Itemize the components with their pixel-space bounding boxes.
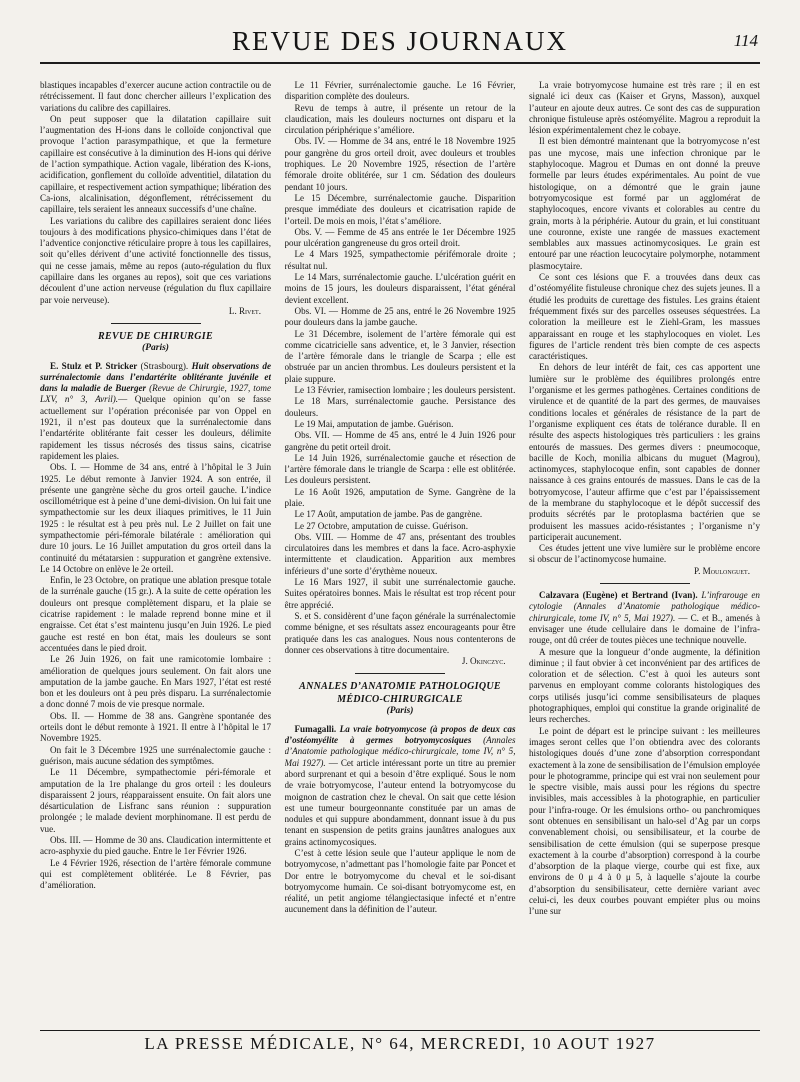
section-city: (Paris) xyxy=(386,706,414,717)
section-title: ANNALES D’ANATOMIE PATHOLOGIQUE MÉDICO-CHIRURGICALE xyxy=(299,681,501,706)
divider xyxy=(600,583,690,584)
paragraph: Le 16 Mars 1927, il subit une surrénalectomie gauche. Suites opératoires bonnes. Mais le résultat est trop récent pour être apprécié. xyxy=(284,577,516,610)
paragraph: Le 17 Août, amputation de jambe. Pas de gangrène. xyxy=(294,509,483,520)
section-city: (Paris) xyxy=(142,343,169,354)
article-place: (Strasbourg). xyxy=(137,360,192,371)
paragraph: S. et S. considèrent d’une façon générale la surrénalectomie comme bénigne, et ses résultats assez encourageants pour être pratiquée dans les cas analogues. Nous nous contenterons de donner ces observations à titre documentaire. xyxy=(284,610,516,655)
article-reference: (Annales d’Anatomie pathologique médico-chirurgicale, tome IV, n° 5, Mai 1927). xyxy=(529,601,760,623)
paragraph: Obs. VII. — Homme de 45 ans, entré le 4 Juin 1926 pour gangrène du petit orteil droit. xyxy=(284,430,516,452)
paragraph: La vraie botryomycose humaine est très rare ; il en est signalé ici deux cas (Kaiser et Gryns, Masson), auxquel l’auteur en ajoute deux autres. Ce sont des cas de suppuration chronique fistuleuse après ostéomyélite. Magrou a reproduit la lésion expérimentalement chez le cobaye. xyxy=(529,80,760,136)
paragraph: Le 16 Août 1926, amputation de Syme. Gangrène de la plaie. xyxy=(284,486,516,508)
page-number: 114 xyxy=(733,31,758,50)
paragraph: Obs. I. — Homme de 34 ans, entré à l’hôpital le 3 Juin 1925. Le début remonte à Janvier 1924. A son entrée, il présente une gangrène sèche du gros orteil gauche. L’indice oscillométrique est à peine d’une demi-division. On lui fait une sympathectomie sur les deux iliaques primitives, le 11 Juin 1925 : le résultat est à peu près nul. Le 2 Juillet on fait une sympathectomie péri-fémorale bilatérale : amélioration qui dure 10 jours. Le 16 Juillet amputation du gros orteil dans la continuité du métatarsien : suppuration et gangrène extensive. Le 14 Octobre on enlève le 2e orteil. xyxy=(40,462,271,574)
paragraph: Le 13 Février, ramisection lombaire ; les douleurs persistent. xyxy=(294,385,516,396)
article-authors: Fumagalli. xyxy=(294,723,337,734)
paragraph: Le 4 Février 1926, résection de l’artère fémorale commune qui est complètement oblitérée. Le 8 Février, pas d’amélioration. xyxy=(40,857,271,891)
paragraph: Obs. VI. — Homme de 25 ans, entré le 26 Novembre 1925 pour douleurs dans la jambe gauche. xyxy=(284,305,516,328)
paragraph: Le 11 Février, surrénalectomie gauche. Le 16 Février, disparition complète des douleurs. xyxy=(284,80,516,102)
article-reference: (Annales d’Anatomie pathologique médico-chirurgicale, tome IV, n° 5, Mai 1927). xyxy=(284,735,516,768)
paragraph: Le 4 Mars 1925, sympathectomie périfémorale droite ; résultat nul. xyxy=(284,249,516,271)
article-authors: E. Stulz et P. Stricker xyxy=(50,360,138,371)
paragraph: Le point de départ est le principe suivant : les meilleures images seront celles que l’on obtiendra avec des colorants histologiques doués d’une zone d’absorption correspondant exactement à la zone de sensibilisation de l’émulsion employée pour le photogramme, principe qui est vrai non seulement pour le spectre visible, mais aussi pour les régions du spectre invisibles, mais accessibles à la photographie, en particulier pour l’infra-rouge. Or les émulsions ortho- ou panchromiques sont obtenues en sensibilisant un halo-sel d’Ag par un corps convenablement choisi, ou sensibilisateur, et la courbe de sensibilisation de cette émulsion (qui se superpose presque exactement à la courbe d’absorption) correspond à la courbe d’absorption de la plaque vierge, courbe qui est fixe, aux environs de 0 μ 4 à 0 μ 5, à laquelle s’ajoute la courbe d’absorption du sensibilisateur, cette dernière variant avec celui-ci, les deux courbes pouvant empiéter plus ou moins l’une sur xyxy=(529,725,760,917)
paragraph: blastiques incapables d’exercer aucune action contractile ou de rétrécissement. Il faut donc chercher ailleurs l’explication des variations du calibre des capillaires. xyxy=(40,80,271,113)
column-3 xyxy=(529,80,760,1015)
footer-text: LA PRESSE MÉDICALE, N° 64, MERCREDI, 10 AOUT 1927 xyxy=(144,1034,656,1053)
paragraph: Le 11 Décembre, sympathectomie péri-fémorale et amputation de la 1re phalange du gros orteil : les douleurs disparaissent 2 jours, réapparaissent ensuite. On fait alors une désarticulation de Lisfranc sans réunion : suppuration prolongée ; le malade devient morphinomane. Il est perdu de vue. xyxy=(40,767,271,834)
article-title: Huit observations de surrénalectomie dans l’endartérite oblitérante juvénile et dans la maladie de Buerger xyxy=(40,360,271,394)
paragraph: Les variations du calibre des capillaires seraient donc liées toujours à des modifications physico-chimiques dans l’état de l’adventice conjonctive réticulaire propre à tous les capillaires, soit qu’elles dérivent d’une activité fonctionnelle des tissus, qui ne cesse jamais, même au repos (auto-régulation du flux capillaire dans les organes au repos), soit que ces variations découlent d’une action nerveuse (régulation du flux capillaire par voie nerveuse). xyxy=(40,215,271,305)
paragraph: Le 26 Juin 1926, on fait une ramicotomie lombaire : amélioration de quelques jours seulement. On fait alors une amputation de la jambe gauche. En Mars 1927, l’état est resté bon et les douleurs ont à peu près disparu. La surrénalectomie a donc donné 7 mois de vie presque normale. xyxy=(40,654,271,710)
paragraph: On fait le 3 Décembre 1925 une surrénalectomie gauche : guérison, mais aucune sédation des symptômes. xyxy=(40,744,271,766)
column-2 xyxy=(285,80,516,1015)
paragraph: Enfin, le 23 Octobre, on pratique une ablation presque totale de la surrénale gauche (15 gr.). A la suite de cette opération les douleurs ont presque complètement disparu, et la plaie se cicatrise rapidement : le malade reprend bonne mine et il engraisse. Cet état s’est maintenu jusqu’en Juin 1926. Le pied gauche est resté en bon état, mais les douleurs se sont accentuées dans le pied droit. xyxy=(40,575,271,653)
paragraph: Revu de temps à autre, il présente un retour de la claudication, mais les douleurs nocturnes ont disparu et la circulation périphérique s’améliore. xyxy=(284,102,516,136)
paragraph: — Quelque opinion qu’on se fasse actuellement sur l’opération préconisée par von Oppel en 1921, il n’est pas douteux que la surrénalectomie dans l’endartérite oblitérante fait cesser les douleurs, délimite rapidement les tissus nécrosés des tissus sains, cicatrise rapidement les plaies. xyxy=(40,394,271,461)
article-title: L’infrarouge en cytologie xyxy=(529,590,760,612)
paragraph: Ce sont ces lésions que F. a trouvées dans deux cas d’ostéomyélite fistuleuse chronique chez des sujets jeunes. Il a étudié les produits de curettage des fistules. Les grains étaient fréquemment fixés sur des parcelles osseuses séquestrées. La coloration la meilleure est le Ziehl-Gram, les massues apparaissant en rouge et les staphylocoques en violet. Les figures de l’article rendent très bien compte de ces aspects caractéristiques. xyxy=(529,272,760,362)
paragraph: A mesure que la longueur d’onde augmente, la définition diminue ; il faut obvier à cet inconvénient par des artifices de coloration et de sélection. C’est à quoi les auteurs sont parvenus en employant comme colorants histologiques des corps utilisés jusqu’ici comme sensibilisateurs de plaques photographiques, emploi qui constitue la grande originalité de leurs recherches. xyxy=(529,646,760,725)
article-heading xyxy=(529,590,760,646)
paragraph: Le 14 Mars, surrénalectomie gauche. L’ulcération guérit en moins de 15 jours, les douleurs disparaissent, l’état général devient excellent. xyxy=(284,272,516,305)
column-1 xyxy=(40,80,271,1015)
article-heading xyxy=(40,361,271,463)
divider xyxy=(355,673,445,674)
paragraph: Obs. IV. — Homme de 34 ans, entré le 18 Novembre 1925 pour gangrène du gros orteil droit, avec douleurs et troubles trophiques. Le 20 Novembre 1925, résection de l’artère fémorale droite oblitérée, sur 1 cm. Sédation des douleurs pendant 10 jours. xyxy=(284,136,516,192)
paragraph: Le 31 Décembre, isolement de l’artère fémorale qui est comme cicatricielle sans adventice, et, le 3 Janvier, résection de l’artère fémorale dans le triangle de Scarpa ; elle est obstruée par un ancien thrombus. Les douleurs persistent et la plaie suppure. xyxy=(284,328,516,384)
paragraph: Obs. V. — Femme de 45 ans entrée le 1er Décembre 1925 pour ulcération gangreneuse du gros orteil droit. xyxy=(284,226,516,249)
paragraph: Le 18 Mars, surrénalectomie gauche. Persistance des douleurs. xyxy=(284,396,516,418)
article-columns xyxy=(40,80,760,1015)
paragraph: Le 19 Mai, amputation de jambe. Guérison. xyxy=(294,418,454,429)
paragraph: Il est bien démontré maintenant que la botryomycose n’est pas une mycose, mais une infection chronique par le staphylocoque. Magrou et Dumas en ont donné la preuve formelle par leurs études expérimentales. Au point de vue histologique, on a démontré que le grain jaune botryomycosique est formé par un agglomérat de staphylocoques, encore vivants et colorables au centre du grain, morts à la périphérie. Autour du grain, et lui constituant une couronne, existe une rangée de massues exactement semblables aux massues actinomycosiques. Le grain est entouré par une réaction leucocytaire polymorphe, notamment plasmocytaire. xyxy=(529,136,760,271)
journal-title: REVUE DES JOURNAUX xyxy=(231,26,568,56)
paragraph: Le 27 Octobre, amputation de cuisse. Guérison. xyxy=(294,520,468,531)
article-authors: Calzavara (Eugène) et Bertrand (Ivan). xyxy=(539,590,698,601)
signature: J. Okinczyc. xyxy=(461,656,506,667)
paragraph: Le 15 Décembre, surrénalectomie gauche. Disparition presque immédiate des douleurs et cicatrisation rapide de l’orteil. De mois en mois, l’état s’améliore. xyxy=(284,192,516,226)
section-title: REVUE DE CHIRURGIE xyxy=(98,331,213,343)
paragraph: Ces études jettent une vive lumière sur le problème encore si obscur de l’actinomycose humaine. xyxy=(529,543,760,565)
paragraph: Obs. III. — Homme de 30 ans. Claudication intermittente et acro-asphyxie du pied gauche. Entre le 1er Février 1926. xyxy=(40,835,271,857)
article-heading xyxy=(285,724,516,848)
paragraph: Obs. II. — Homme de 38 ans. Gangrène spontanée des orteils dont le début remonte à 1921. Il entre à l’hôpital le 17 Novembre 1925. xyxy=(40,710,271,744)
paragraph: C’est à cette lésion seule que l’auteur applique le nom de botryomycose, n’admettant pas l’homologie faite par Poncet et Dor entre le botryomycome du cheval et le soi-disant botryomycome humain. Ce soi-disant botryomycome est, en réalité, un petit angiome télangiectasique infecté et n’entre aucunement dans la définition de l’auteur. xyxy=(284,848,516,915)
paragraph: Obs. VIII. — Homme de 47 ans, présentant des troubles circulatoires dans les membres et dans la face. Acro-asphyxie intermittente et claudication. Apparition aux membres inférieurs d’une sorte d’érythème noueux. xyxy=(284,531,516,576)
article-title: La vraie botryomycose (à propos de deux cas d’ostéomyélite à germes botryomycosiques xyxy=(284,723,516,746)
paragraph: Le 14 Juin 1926, surrénalectomie gauche et résection de l’artère fémorale dans le triangle de Scarpa : elle est oblitérée. Les douleurs persistent. xyxy=(284,452,516,486)
signature: L. Rivet. xyxy=(228,305,261,316)
signature: P. Moulonguet. xyxy=(694,565,750,576)
paragraph: — Cet article intéressant porte un titre au premier abord surprenant et qui a besoin d’être expliqué. Sous le nom de vraie botryomycose, l’auteur entend la botryomycose du moignon de castration chez le cheval. On sait que cette lésion est une tumeur bourgeonnante constituée par un amas de nodules et qui suppure abondamment, donnant issue à du pus tenant en suspension de petits grains jaunâtres analogues aux grains actinomycosiques. xyxy=(284,757,516,847)
page-header xyxy=(40,22,760,64)
page-footer xyxy=(40,1030,760,1059)
paragraph: En dehors de leur intérêt de fait, ces cas apportent une lumière sur le problème des équilibres prolongés entre l’organisme et les germes pathogènes. Certaines conditions de virulence et de quantité de la part des germes, de mauvaises conditions locales et générales de résistance de la part de l’organisme expliquent ces états de tolérance durable. Il en résulte des aspects histologiques très particuliers : les grains entourés de massues. Des germes divers : pneumocoque, bacille de Koch, monilia albicans du muguet (Magrou), actinomyces, staphylocoque enfin, sont capables de donner naissance à ces grains entourés de massues. Dans le cas de la botryomycose, l’auteur affirme que c’est par l’épaississement de la membrane du staphylocoque et le dépôt successif des produits sécrétés par le protoplasma bactérien que se produisent les massues acido-résistantes ; l’organisme n’y participerait aucunement. xyxy=(529,362,760,542)
paragraph: On peut supposer que la dilatation capillaire suit l’augmentation des H-ions dans le colloïde conjonctival que provoque l’action parasympathique, et que la fermeture capillaire est consécutive à la diminution des H-ions qui dérive de l’action sympathique. Action vagale, libération des K-ions, acidification, gonflement du colloïde adventitiel, dilatation du capillaire, et respectivement action sympathique; libération des Ca-ions, alcalinisation, dégonflement, rétrécissement du capillaire, tels seraient les anneaux successifs d’une chaîne. xyxy=(40,113,271,215)
paragraph: — C. et B., amenés à envisager une étude cellulaire dans le domaine de l’infra-rouge, ont dû créer de toutes pièces une technique nouvelle. xyxy=(529,612,760,646)
divider xyxy=(111,323,201,324)
article-reference: (Revue de Chirurgie, 1927, tome LXV, n° 3, Avril). xyxy=(40,383,271,405)
